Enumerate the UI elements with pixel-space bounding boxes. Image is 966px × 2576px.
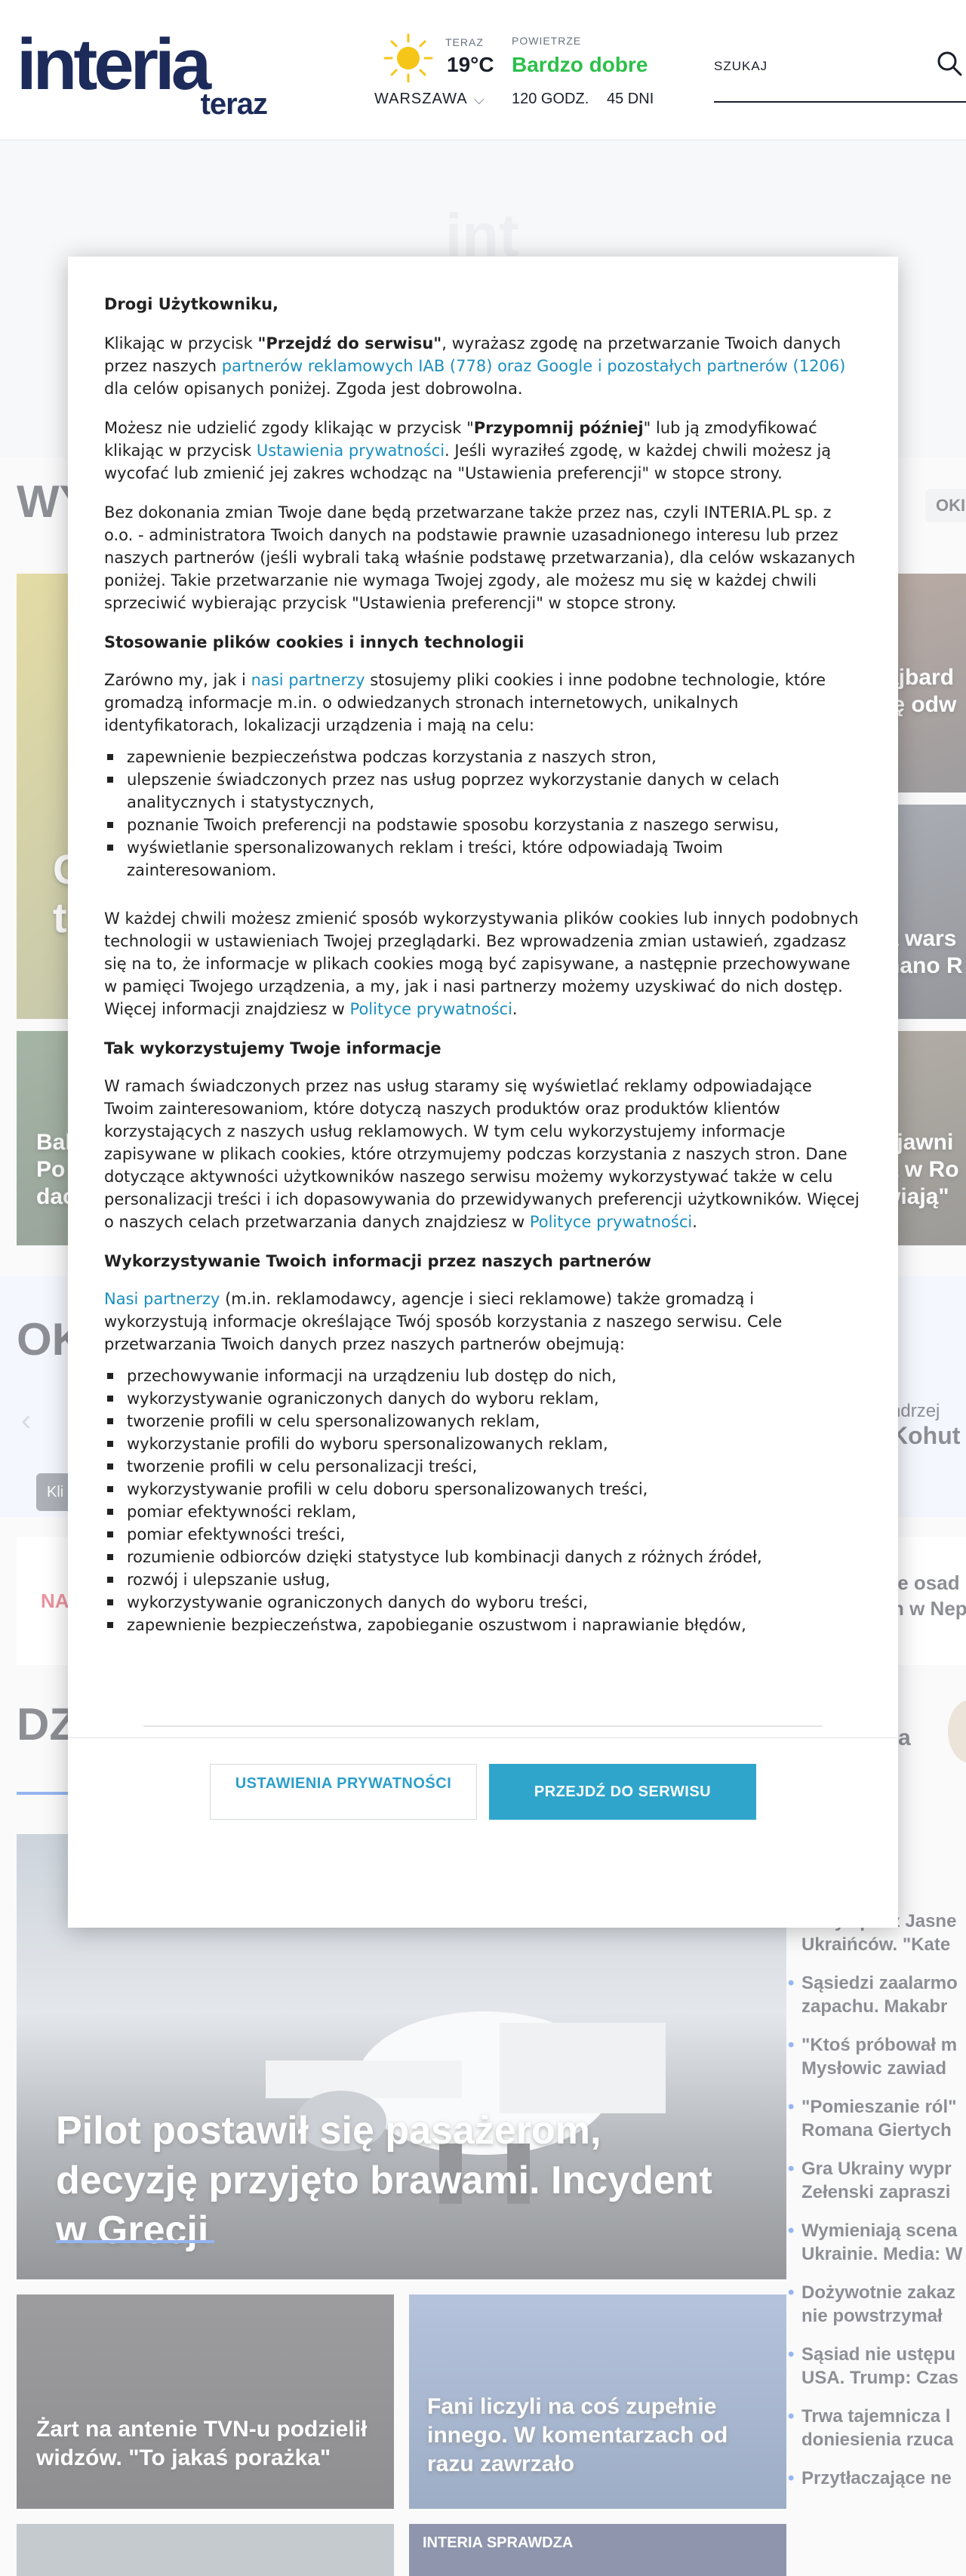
partners-link[interactable]: partnerów reklamowych IAB (778) oraz Google i pozostałych partnerów (1206) [221, 357, 846, 375]
search-icon[interactable] [936, 50, 963, 77]
text: , wyrażasz zgodę na przetwarzanie Twoich danych przez naszych [104, 334, 841, 375]
heading-cookies: Stosowanie plików cookies i innych technologii [104, 633, 525, 651]
list-item: zapewnienie bezpieczeństwa, zapobieganie oszustwom i naprawianie błędów, [104, 1614, 862, 1636]
text: W każdej chwili możesz zmienić sposób wykorzystywania plików cookies lub innych podobnych technologii w ustawieniach Twojej przeglądarki. Bez wprowadzenia zmian ustawień, zgadzasz się na to, że informacje w plikach cookies mogą być zapisywane, a następnie przechowywane w pamięci Twojego urządzenia, a my, jak i nasi partnerzy możemy uzyskiwać do nich dostęp. Więcej informacji znajdziesz w [104, 909, 859, 1018]
paragraph-consent [104, 332, 862, 400]
text: . Jeśli wyraziłeś zgodę, w każdej chwili możesz ją wycofać lub zmienić jej zakres wchodząc na "Ustawienia preferencji" w stopce strony. [104, 442, 832, 482]
cookie-purpose-list [104, 746, 862, 882]
text: " lub ją zmodyfikować klikając w przycisk [104, 419, 817, 460]
text-bold: "Przejdź do serwisu" [257, 334, 442, 352]
city-selector[interactable]: WARSZAWA [374, 91, 468, 107]
heading-partners: Wykorzystywanie Twoich informacji przez naszych partnerów [104, 1252, 652, 1270]
list-item: rozumienie odbiorców dzięki statystyce lub kombinacji danych z różnych źródeł, [104, 1546, 862, 1568]
list-item: tworzenie profili w celu personalizacji treści, [104, 1455, 862, 1478]
greeting: Drogi Użytkowniku, [104, 295, 279, 313]
text: Klikając w przycisk [104, 334, 258, 352]
weather-temp: 19°C [447, 53, 494, 76]
list-item: wykorzystanie profili do wyboru spersonalizowanych reklam, [104, 1433, 862, 1455]
paragraph-cookies [104, 669, 862, 737]
logo-main: interia [17, 24, 208, 105]
consent-modal [68, 257, 898, 1928]
partner-purpose-list [104, 1365, 862, 1636]
list-item: poznanie Twoich preferencji na podstawie sposobu korzystania z naszego serwisu, [104, 814, 862, 836]
text: Możesz nie udzielić zgody klikając w przycisk " [104, 419, 474, 437]
text: Zarówno my, jak i [104, 671, 251, 689]
list-item: rozwój i ulepszanie usług, [104, 1568, 862, 1591]
go-to-site-button[interactable]: PRZEJDŹ DO SERWISU [489, 1764, 756, 1820]
logo-sub: teraz [200, 88, 267, 121]
search-input[interactable]: SZUKAJ [714, 59, 768, 73]
heading-usage: Tak wykorzystujemy Twoje informacje [104, 1039, 441, 1057]
paragraph-usage [104, 1075, 862, 1233]
privacy-policy-link[interactable]: Polityce prywatności [529, 1213, 693, 1231]
text-bold: Przypomnij później [473, 419, 644, 437]
forecast-days-link[interactable]: 45 DNI [607, 91, 654, 107]
text: . [692, 1213, 697, 1231]
text: stosujemy pliki cookies i inne podobne technologie, które gromadzą informacje m.in. o odwiedzanych stronach internetowych, unikalnych identyfikatorach, lokalizacji urządzenia i mają na celu: [104, 671, 826, 734]
modal-footer [68, 1737, 898, 1928]
list-item: przechowywanie informacji na urządzeniu lub dostęp do nich, [104, 1365, 862, 1387]
privacy-policy-link[interactable]: Polityce prywatności [349, 1000, 512, 1018]
list-item: zapewnienie bezpieczeństwa podczas korzystania z naszych stron, [104, 746, 862, 768]
chevron-down-icon[interactable]: ⌵ [474, 92, 485, 107]
list-item: pomiar efektywności treści, [104, 1523, 862, 1546]
text-fade [104, 1660, 862, 1682]
list-item: wykorzystywanie profili w celu doboru spersonalizowanych treści, [104, 1478, 862, 1500]
list-item: wyświetlanie spersonalizowanych reklam i treści, które odpowiadają Twoim zainteresowaniom. [104, 836, 862, 882]
paragraph-partners [104, 1288, 862, 1356]
interia-logo[interactable] [17, 24, 267, 121]
text: (m.in. reklamodawcy, agencje i sieci reklamowe) także gromadzą i wykorzystują informacje określające Twój sposób korzystania z naszego serwisu. Cele przetwarzania Twoich danych przez naszych partnerów obejmują: [104, 1290, 783, 1353]
paragraph-browser-settings [104, 907, 862, 1020]
sun-icon [382, 32, 435, 85]
text: W ramach świadczonych przez nas usług staramy się wyświetlać reklamy odpowiadające Twoim zainteresowaniom, które dotyczą naszych produktów oraz produktów klientów korzystających z naszych usług reklamowych. W tym celu wykorzystujemy informacje zapisywane w plikach cookies, które otrzymujemy podczas korzystania z naszych stron. Dane dotyczące aktywności użytkowników naszego serwisu możemy wykorzystywać także w celu personalizacji treści i ich dopasowywania do przewidywanych preferencji użytkowników. Więcej o naszych celach przetwarzania danych znajdziesz w [104, 1077, 860, 1231]
weather-label: TERAZ [445, 36, 484, 48]
consent-text[interactable] [104, 293, 862, 1679]
paragraph-refuse [104, 417, 862, 485]
list-item: wykorzystywanie ograniczonych danych do wyboru treści, [104, 1591, 862, 1614]
paragraph-interest: Bez dokonania zmian Twoje dane będą przetwarzane także przez nas, czyli INTERIA.PL sp. z o.o. - administratora Twoich danych na podstawie prawnie uzasadnionego interesu lub przez naszych partnerów (jeśli wybrali taką właśnie podstawę przetwarzania), dla celów wskazanych poniżej. Takie przetwarzanie nie wymaga Twojej zgody, ale możesz mu się w każdej chwili sprzeciwić wybierając przycisk "Ustawienia preferencji" w stopce strony. [104, 503, 856, 612]
list-item: wykorzystywanie ograniczonych danych do wyboru reklam, [104, 1387, 862, 1410]
list-item: tworzenie profili w celu spersonalizowanych reklam, [104, 1410, 862, 1433]
list-item: ulepszenie świadczonych przez nas usług poprzez wykorzystanie danych w celach analitycznych i statystycznych, [104, 768, 862, 814]
air-quality-value[interactable]: Bardzo dobre [512, 53, 648, 76]
text: . [512, 1000, 518, 1018]
scroll-divider [143, 1725, 823, 1727]
text: dla celów opisanych poniżej. Zgoda jest dobrowolna. [104, 380, 523, 398]
partners-link[interactable]: nasi partnerzy [251, 671, 365, 689]
list-item: pomiar efektywności reklam, [104, 1500, 862, 1523]
air-label: POWIETRZE [512, 35, 582, 47]
site-header [0, 0, 966, 140]
privacy-settings-button[interactable]: USTAWIENIA PRYWATNOŚCI [210, 1764, 477, 1820]
forecast-hours-link[interactable]: 120 GODZ. [512, 91, 589, 107]
privacy-settings-link[interactable]: Ustawienia prywatności [256, 442, 445, 460]
partners-link[interactable]: Nasi partnerzy [104, 1290, 220, 1308]
search-underline [714, 101, 966, 103]
